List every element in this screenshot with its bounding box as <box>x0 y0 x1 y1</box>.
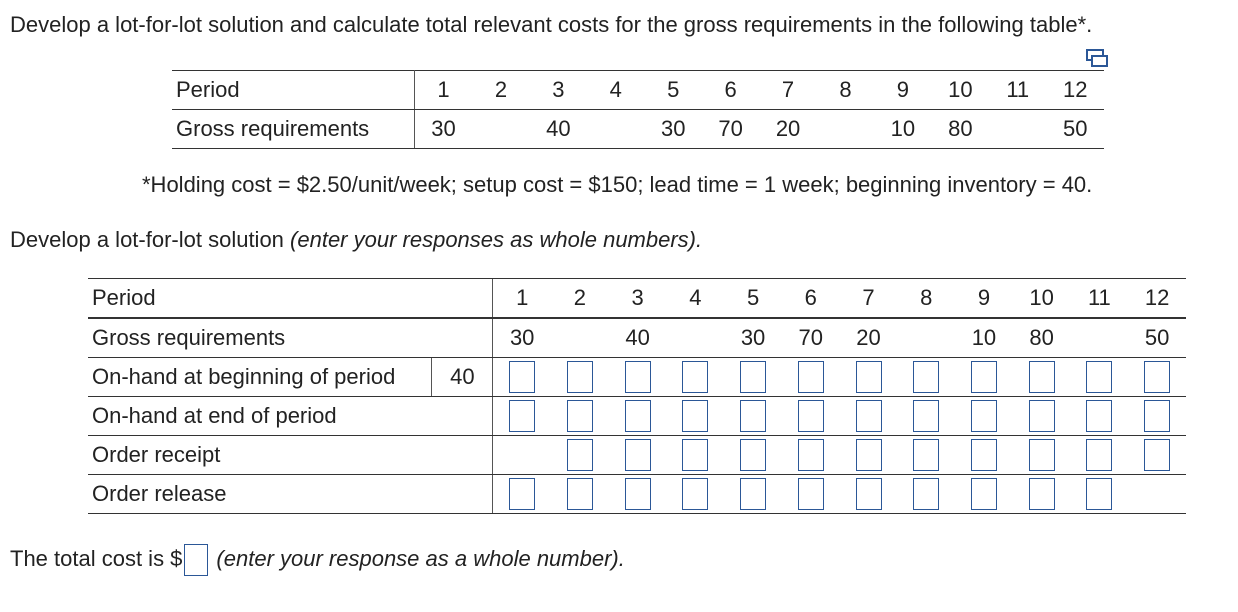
gross-cell: 30 <box>724 318 782 358</box>
order-release-cell <box>1071 475 1129 514</box>
order-release-input[interactable] <box>1029 478 1055 510</box>
gross-cell <box>666 318 724 358</box>
order-release-cell <box>955 475 1013 514</box>
order-receipt-input[interactable] <box>1086 439 1112 471</box>
onhand-begin-cell <box>1071 358 1129 397</box>
onhand-begin-input[interactable] <box>971 361 997 393</box>
total-cost-suffix: (enter your response as a whole number). <box>216 545 625 571</box>
onhand-begin-cell <box>782 358 840 397</box>
period-cell: 6 <box>702 71 759 110</box>
gross-cell: 40 <box>530 110 587 149</box>
order-receipt-cell <box>782 436 840 475</box>
order-receipt-input[interactable] <box>1144 439 1170 471</box>
initial-onhand-value: 40 <box>432 358 493 397</box>
onhand-begin-input[interactable] <box>682 361 708 393</box>
order-receipt-cell <box>955 436 1013 475</box>
period-cell: 8 <box>817 71 874 110</box>
order-release-cell <box>897 475 955 514</box>
onhand-end-input[interactable] <box>1086 400 1112 432</box>
instruction-text <box>10 227 702 253</box>
period-cell: 1 <box>493 279 551 319</box>
order-release-cell <box>1013 475 1071 514</box>
question-text: Develop a lot-for-lot solution and calculate total relevant costs for the gross requirements in the following table*. <box>10 12 1093 37</box>
order-receipt-input[interactable] <box>971 439 997 471</box>
order-receipt-input[interactable] <box>625 439 651 471</box>
onhand-end-cell <box>1128 397 1186 436</box>
onhand-begin-input[interactable] <box>625 361 651 393</box>
order-receipt-input[interactable] <box>798 439 824 471</box>
period-cell: 5 <box>645 71 702 110</box>
period-cell: 6 <box>782 279 840 319</box>
order-receipt-cell <box>1013 436 1071 475</box>
onhand-begin-cell <box>840 358 898 397</box>
gross-cell <box>897 318 955 358</box>
gross-cell <box>551 318 609 358</box>
gross-cell: 80 <box>1013 318 1071 358</box>
period-header: Period <box>172 71 414 110</box>
onhand-end-cell <box>724 397 782 436</box>
onhand-begin-input[interactable] <box>798 361 824 393</box>
onhand-end-cell <box>782 397 840 436</box>
onhand-begin-cell <box>1013 358 1071 397</box>
onhand-end-input[interactable] <box>856 400 882 432</box>
order-receipt-input[interactable] <box>913 439 939 471</box>
order-receipt-cell <box>897 436 955 475</box>
onhand-end-cell <box>840 397 898 436</box>
period-cell: 4 <box>666 279 724 319</box>
period-cell: 2 <box>472 71 529 110</box>
onhand-begin-input[interactable] <box>509 361 535 393</box>
period-cell: 3 <box>609 279 667 319</box>
gross-cell <box>1071 318 1129 358</box>
order-release-input[interactable] <box>1086 478 1112 510</box>
order-receipt-input[interactable] <box>856 439 882 471</box>
gross-cell: 20 <box>840 318 898 358</box>
gross-cell: 80 <box>932 110 989 149</box>
onhand-begin-cell <box>666 358 724 397</box>
gross-cell: 50 <box>1046 110 1104 149</box>
gross-cell: 50 <box>1128 318 1186 358</box>
period-cell: 1 <box>414 71 472 110</box>
onhand-end-cell <box>1013 397 1071 436</box>
onhand-begin-cell <box>1128 358 1186 397</box>
period-cell: 7 <box>840 279 898 319</box>
order-receipt-label: Order receipt <box>88 436 493 475</box>
onhand-begin-cell <box>955 358 1013 397</box>
gross-requirements-table <box>172 70 1104 149</box>
order-release-input[interactable] <box>625 478 651 510</box>
onhand-begin-cell <box>724 358 782 397</box>
period-cell: 9 <box>874 71 931 110</box>
order-receipt-cell <box>1071 436 1129 475</box>
onhand-begin-label: On-hand at beginning of period <box>88 358 432 397</box>
order-receipt-input[interactable] <box>682 439 708 471</box>
gross-cell <box>587 110 644 149</box>
order-release-input[interactable] <box>567 478 593 510</box>
gross-cell <box>817 110 874 149</box>
instruction-main: Develop a lot-for-lot solution <box>10 227 291 252</box>
gross-cell: 70 <box>782 318 840 358</box>
order-receipt-cell <box>840 436 898 475</box>
onhand-end-input[interactable] <box>798 400 824 432</box>
period-cell: 8 <box>897 279 955 319</box>
total-cost-prefix: The total cost is $ <box>10 545 183 571</box>
period-cell: 5 <box>724 279 782 319</box>
onhand-end-cell <box>609 397 667 436</box>
onhand-end-input[interactable] <box>509 400 535 432</box>
order-receipt-input[interactable] <box>740 439 766 471</box>
total-cost-input[interactable] <box>184 544 208 576</box>
order-receipt-cell <box>1128 436 1186 475</box>
copy-icon[interactable] <box>1086 48 1108 68</box>
onhand-begin-input[interactable] <box>740 361 766 393</box>
onhand-begin-input[interactable] <box>567 361 593 393</box>
onhand-begin-input[interactable] <box>913 361 939 393</box>
onhand-end-cell <box>493 397 551 436</box>
period-cell: 10 <box>932 71 989 110</box>
onhand-end-cell <box>1071 397 1129 436</box>
onhand-begin-cell <box>551 358 609 397</box>
instruction-italic: (enter your responses as whole numbers). <box>290 227 703 252</box>
gross-requirements-label: Gross requirements <box>172 110 414 149</box>
order-release-input[interactable] <box>798 478 824 510</box>
total-cost-line <box>10 544 625 576</box>
onhand-begin-input[interactable] <box>1086 361 1112 393</box>
period-cell: 2 <box>551 279 609 319</box>
gross-cell <box>472 110 529 149</box>
order-receipt-cell <box>609 436 667 475</box>
order-receipt-cell <box>666 436 724 475</box>
gross-cell: 10 <box>874 110 931 149</box>
period-cell: 3 <box>530 71 587 110</box>
order-receipt-cell <box>724 436 782 475</box>
gross-cell <box>989 110 1046 149</box>
onhand-end-cell <box>551 397 609 436</box>
onhand-end-input[interactable] <box>971 400 997 432</box>
order-receipt-cell <box>551 436 609 475</box>
gross-cell: 20 <box>759 110 816 149</box>
order-receipt-input[interactable] <box>567 439 593 471</box>
lot-for-lot-table <box>88 278 1186 514</box>
period-cell: 9 <box>955 279 1013 319</box>
order-release-cell <box>666 475 724 514</box>
order-release-cell <box>493 475 551 514</box>
order-receipt-input[interactable] <box>1029 439 1055 471</box>
period-cell: 11 <box>1071 279 1129 319</box>
onhand-end-input[interactable] <box>1144 400 1170 432</box>
onhand-end-cell <box>955 397 1013 436</box>
gross-requirements-label: Gross requirements <box>88 318 493 358</box>
onhand-end-cell <box>666 397 724 436</box>
order-release-input[interactable] <box>856 478 882 510</box>
order-release-cell <box>840 475 898 514</box>
onhand-begin-cell <box>897 358 955 397</box>
onhand-end-cell <box>897 397 955 436</box>
order-receipt-cell <box>493 436 551 475</box>
onhand-begin-input[interactable] <box>856 361 882 393</box>
gross-cell: 30 <box>493 318 551 358</box>
onhand-begin-input[interactable] <box>1144 361 1170 393</box>
onhand-begin-input[interactable] <box>1029 361 1055 393</box>
period-cell: 7 <box>759 71 816 110</box>
period-cell: 11 <box>989 71 1046 110</box>
period-header: Period <box>88 279 493 319</box>
order-release-cell <box>1128 475 1186 514</box>
onhand-begin-cell <box>493 358 551 397</box>
order-release-cell <box>782 475 840 514</box>
gross-cell: 30 <box>645 110 702 149</box>
onhand-end-input[interactable] <box>682 400 708 432</box>
footnote: *Holding cost = $2.50/unit/week; setup cost = $150; lead time = 1 week; beginning inventory = 40. <box>142 172 1093 197</box>
period-cell: 4 <box>587 71 644 110</box>
gross-cell: 10 <box>955 318 1013 358</box>
order-release-input[interactable] <box>509 478 535 510</box>
gross-cell: 30 <box>414 110 472 149</box>
onhand-begin-cell <box>609 358 667 397</box>
onhand-end-label: On-hand at end of period <box>88 397 493 436</box>
order-release-input[interactable] <box>740 478 766 510</box>
gross-cell: 40 <box>609 318 667 358</box>
period-cell: 12 <box>1128 279 1186 319</box>
period-cell: 12 <box>1046 71 1104 110</box>
order-release-input[interactable] <box>971 478 997 510</box>
onhand-end-input[interactable] <box>1029 400 1055 432</box>
onhand-end-input[interactable] <box>913 400 939 432</box>
order-release-cell <box>551 475 609 514</box>
onhand-end-input[interactable] <box>740 400 766 432</box>
onhand-end-input[interactable] <box>625 400 651 432</box>
order-release-cell <box>724 475 782 514</box>
order-release-cell <box>609 475 667 514</box>
gross-cell: 70 <box>702 110 759 149</box>
period-cell: 10 <box>1013 279 1071 319</box>
onhand-end-input[interactable] <box>567 400 593 432</box>
order-release-label: Order release <box>88 475 493 514</box>
order-release-input[interactable] <box>913 478 939 510</box>
order-release-input[interactable] <box>682 478 708 510</box>
